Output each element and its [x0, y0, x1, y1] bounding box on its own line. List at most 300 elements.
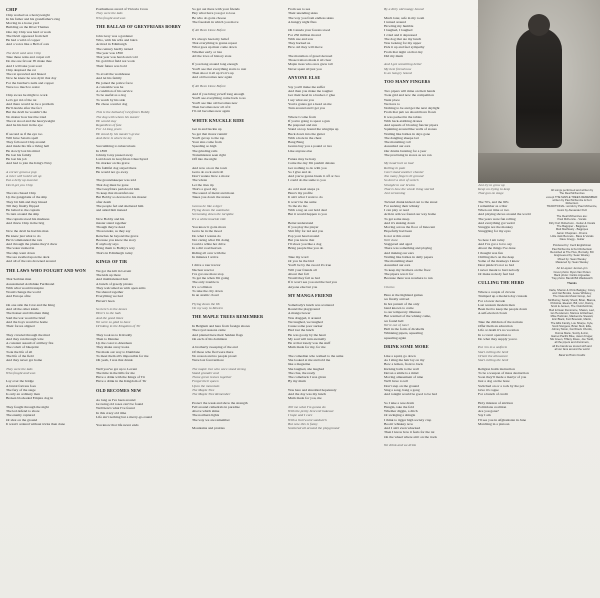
song-title: THE BALLAD OF GREYFRIARS BOBBY	[96, 24, 182, 29]
lyric-line: Above which shine	[192, 409, 220, 414]
lyric-line: So don't a shot of scotch	[384, 178, 419, 183]
lyric-line: Retaches he beyond the grave	[96, 233, 139, 238]
lyric-line: My best friend now	[384, 66, 412, 71]
lyric-line: The sound of metal and moan	[192, 191, 235, 196]
lyric-line: In a dirt road heaven	[192, 246, 222, 251]
lyric-line: Much later, safe in my room	[384, 15, 425, 20]
lyric-line: Squinting around like walls of stones	[384, 127, 437, 132]
lyric-line: Well here's what I've found	[96, 406, 135, 411]
lyric-line: The Maple Tree	[192, 387, 215, 392]
lyric-line: You'll get up to the top	[192, 135, 225, 140]
lyric-line: John Gray was a gardener	[96, 33, 133, 38]
lyric-line: Went place	[384, 97, 400, 102]
lyric-line: And you're gonna break it off or two	[288, 174, 340, 179]
lyric-line: Broken blockaded Empire dog in	[6, 396, 54, 401]
credits-column	[546, 186, 598, 596]
lyric-line: Pop your head around	[288, 233, 320, 238]
lyric-line: Those green leaves together	[192, 375, 232, 380]
lyric-line: Your sins come from	[192, 140, 222, 145]
credits-footer: Band & Photo Credits	[558, 354, 586, 358]
lyric-line: So here I am today	[478, 237, 505, 242]
lyric-line: With a liverwurst sandwich	[288, 417, 327, 422]
lyric-line: I can play or read	[384, 208, 409, 213]
lyric-line: Off into the night	[192, 157, 217, 162]
lyric-line: With a hole in the chest	[288, 135, 322, 140]
lyric-line: I hope and I care	[288, 413, 313, 418]
lyric-line: Up the coast to Aberdeen	[96, 341, 132, 346]
lyric-line: On the wheel where ain't on the track	[384, 434, 437, 439]
lyric-line: But warmed of the whisky came,	[384, 314, 431, 319]
lyric-line: Be who do gotta choose	[192, 15, 227, 20]
lyric-line: They bit him and they hissed	[6, 199, 48, 204]
lyric-line: It wasn't ordered without tricks then done	[6, 421, 65, 426]
lyric-line: Struggle not the monkey	[478, 225, 513, 230]
lyric-line: But the devil he wouldn't die	[6, 110, 47, 115]
lyric-line: And there is where he lay	[96, 135, 132, 140]
lyric-line: With the pretty broccoli bakeout	[288, 409, 334, 414]
lyric-line: Arm in arm we found our way home	[384, 212, 436, 217]
lyric-line: But you know that	[288, 237, 315, 242]
lyric-line: I drive a tour tractor	[192, 263, 221, 268]
lyric-line: On my way to Mexico	[192, 305, 223, 310]
lyric-line: Bring them to Bobby's way	[96, 246, 135, 251]
lyric-line: And all of the rats drowned around	[6, 259, 56, 264]
lyric-line: Did my mum	[384, 53, 403, 58]
lyric-line: And squeals of blowing fancier pipers	[384, 123, 439, 128]
lyric-line: And all the other kinds	[6, 307, 39, 312]
lyric-line: If All Been Done Before	[192, 83, 226, 88]
lyric-line: He knew just what to do	[6, 233, 41, 238]
lyric-line: Was dragged, it around	[288, 315, 321, 320]
lyric-line: Their forces aligned	[6, 324, 35, 329]
lyric-line: A hungry night flies	[288, 19, 317, 24]
lyric-line: In minutes I arrive	[192, 254, 219, 259]
lyric-line: Do what they supply you to	[478, 336, 518, 341]
lyric-line: He chose a terrier dog	[96, 101, 128, 106]
lyric-line: A brotherly sweeping of the end	[192, 345, 238, 350]
lyric-line: To take the city down	[192, 288, 223, 293]
lyric-line: Anyone else but you	[288, 284, 318, 289]
lyric-line: And they ran through wire	[6, 336, 44, 341]
lyric-line: It's a white knuckle ride	[192, 216, 226, 221]
lyric-line: Maple trees who once grew tall	[288, 62, 333, 67]
lyric-line: Religion holds instruction	[478, 366, 515, 371]
lyric-line: Will your friends all	[288, 267, 317, 272]
lyric-line: To keep my brothers on the floor	[384, 267, 431, 272]
lyric-line: For the butcher's nails and copper	[6, 80, 54, 85]
lyric-line: He would stay	[96, 118, 117, 123]
lyric-line: I thought was fun	[478, 250, 503, 255]
lyric-line: Hopefully had been	[384, 229, 412, 234]
lyric-line: Mountains and prairies	[192, 426, 225, 431]
lyric-line: Laid down in Greyfriars Churchyard	[96, 157, 149, 162]
lyric-line: Let the tires rip	[192, 182, 214, 187]
lyric-line: We laughed, we laughed	[288, 319, 323, 324]
song-title: CHIP	[6, 7, 18, 12]
lyric-line: Where a couple of clowns	[478, 290, 516, 295]
lyric-line: And let his family	[96, 76, 122, 81]
lyric-line: The Kaiser and Ottoman thing	[6, 311, 50, 316]
lyric-line: band known to come	[384, 305, 414, 310]
lyric-line: Kicking balls to the wall	[384, 366, 419, 371]
lyric-line: The Devil appeared from hell	[6, 33, 48, 38]
lyric-line: Devon a smile is a mind	[384, 370, 419, 375]
lyric-line: Can't stand another chanter	[384, 169, 424, 174]
lyric-line: The Maple Tree Remember	[192, 392, 231, 397]
lyric-line: In a covert operation to	[478, 332, 512, 337]
lyric-line: The captain stood his madness	[6, 216, 50, 221]
song-title: DRINK SOME MORE	[384, 344, 429, 350]
lyric-line: And through the planks they'd chew	[6, 242, 58, 247]
lyric-line: Start culling the herd	[478, 349, 509, 354]
lyric-line: He lost his family	[6, 152, 32, 157]
lyric-line: Come the day I'm pushin' daisies	[288, 161, 335, 166]
lyric-line: We were so glad to have	[96, 319, 131, 324]
lyric-line: Their future was bold	[96, 63, 127, 68]
lyric-line: Forget their queen	[192, 379, 219, 384]
lyric-line: Then shoot it all up it's it's up	[192, 70, 234, 75]
lyric-line: Will have Satan's spell	[6, 135, 39, 140]
lyric-line: Nothing to be and get the next daylight	[384, 106, 440, 111]
song-title: TOO MANY FINGERS	[384, 79, 431, 85]
lyric-line: In Belgium and here from foreign shores	[192, 324, 250, 329]
lyric-line: Shit fifty for lad and you	[288, 229, 324, 234]
lyric-line: I remember as a blur	[478, 203, 508, 208]
lyric-line: Would they fail as bad	[288, 276, 320, 281]
lyric-line: If it won't see you and the bad you	[288, 280, 337, 285]
lyric-line: On one side the Czar and the King	[6, 302, 55, 307]
credits-block: Carla, Sharon & Chris Badgley, Corey and Cat Brooks, Jesse Whiteley, The Ostendo Music Group, Jen McMurray, Sandy Sheid, Brian, Blanca, Christina, Eleanor, Bill, Linz, Danny, Scott & Jensen, The Ostrobotzinis, Bud & Dean Dunsmore, Shawn, Lavi, Ian Henderson, Marcus & Rachael, Mike Hartman, Mackenzie Stewart, Eric Black, Kurt Bravado, Martin, The Ellis Family, Lou Sharpe, Kyle, Scott Sturgess, Brian Stutt, Ellie, Johnny Moon, Fat Wreck Chords, Donna Marie, Scotty & Ann, Garnet Pacific Blue, Jason Kruger, Nik Green, Tiffany Rowe, Joe Tooth, all the pipers and drummers, all the bands we toured with and all our fans around the world	[548, 288, 596, 352]
lyric-line: A condition of his service	[96, 89, 133, 94]
lyric-line: It's always been my belief	[192, 36, 229, 41]
lyric-line: Moving in a horse yard	[6, 21, 40, 26]
lyric-line: That's a good day	[192, 186, 217, 191]
lyric-line: Gotta be in the mood	[192, 229, 222, 234]
lyric-line: Here at the highland games	[384, 293, 423, 298]
lyric-line: Drinking in the Kingdom of Tir	[96, 324, 141, 329]
lyric-line: His faithful dog stayed there	[96, 165, 137, 170]
lyric-line: But now this is funny	[288, 421, 318, 426]
lyric-line: I say what are you	[288, 97, 315, 102]
lyric-line: The freedom in which you move	[192, 19, 239, 24]
lyric-line: With back-stabbing drones	[384, 118, 423, 123]
lyric-line: Orient the allowance	[478, 353, 508, 358]
lyric-line: Keep on trying to keep	[478, 186, 511, 191]
lyric-line: like a magazine	[288, 362, 311, 367]
lyric-line: Takes you down the stones	[192, 195, 231, 200]
lyric-line: To keep that mournful one	[96, 191, 134, 196]
lyric-line: You'll see that everything starts to rust	[192, 66, 247, 71]
lyric-line: To get some sleep	[384, 216, 410, 221]
lyric-line: They took us to Kilcaddy	[96, 332, 133, 337]
lyric-line: And I will take your soul	[6, 63, 42, 68]
lyric-line: The marathon of greed decreed	[288, 53, 333, 58]
song-title: MY MANGA FRIEND	[288, 293, 333, 299]
lyric-line: Because you know the story	[96, 237, 136, 242]
lyric-line: In an atomic cloud	[192, 293, 219, 298]
lyric-line: to our temporary illnesses	[384, 310, 421, 315]
lyric-line: You know it gotta move	[192, 225, 227, 230]
lyric-line: Riding all over with the	[192, 250, 226, 255]
lyric-line: And Europe afire	[6, 294, 31, 299]
lyric-line: He stood by his master's grave	[96, 131, 140, 136]
lyric-line: We shared together	[96, 290, 124, 295]
lyric-line: We're out of tune!	[384, 322, 410, 327]
lyric-line: Here's my profile	[288, 191, 313, 196]
lyric-line: That gun on stage	[478, 191, 504, 196]
lyric-line: So I give and do	[288, 169, 312, 174]
lyric-line: And old becomes new again	[192, 75, 233, 79]
lyric-line: Howling my humble	[384, 24, 414, 28]
lyric-line: That dog must be gone	[96, 182, 129, 187]
lyric-line: Because there was nowhere to run	[384, 276, 433, 281]
lyric-line: And then you make me tougher	[288, 89, 333, 94]
lyric-line: He at that lonely was the stuff	[288, 341, 331, 346]
lyric-line: As I sling me hair lay on my	[384, 358, 425, 363]
lyric-line: Arrived in Edinburgh	[96, 42, 127, 47]
lyric-line: Johnny Gray passed away	[96, 152, 133, 157]
lyric-line: Holy mission of attrition	[478, 400, 513, 405]
lyric-line: Hey what have you got to lose	[192, 11, 236, 16]
lyric-line: we found hell	[384, 318, 404, 323]
lyric-line: The people fed and sheltered him	[96, 203, 144, 208]
lyric-line: As long as I've been around	[96, 397, 136, 402]
lyric-line: On each of his dominion	[192, 336, 228, 341]
lyric-line: Twisted drunk kicked out to the street	[384, 199, 438, 204]
lyric-line: Now the devil he had his man	[6, 229, 49, 234]
lyric-line: Give it's rogue	[478, 387, 499, 392]
lyric-line: A constant assault of artillery fire	[6, 341, 54, 346]
lyric-line: And a voice like a Bell of oats	[6, 42, 50, 47]
lyric-line: From sea to sea	[288, 7, 311, 11]
lyric-line: That is how the whole thing started	[384, 186, 435, 191]
lyric-line: Said the war would be brief	[6, 315, 46, 320]
lyric-line: That everything is gonna repeat	[192, 41, 237, 45]
lyric-line: A constable was he	[96, 84, 124, 89]
lyric-line: No matter how hard he tried	[6, 114, 47, 119]
lyric-line: And playing shows around the world	[478, 212, 531, 217]
lyric-line: It's a collision	[192, 284, 212, 289]
lyric-line: Flying down the 66	[192, 301, 220, 306]
lyric-line: Got their head in a bucket o' glue	[288, 93, 336, 98]
lyric-line: A corner groan a pup	[6, 169, 37, 174]
lyric-line: You know that life never ends	[96, 423, 139, 428]
lyric-line: Just a dog on the bone	[478, 379, 510, 384]
lyric-line: I cried and it depressed	[384, 32, 417, 37]
lyric-line: So get out there with your friends	[192, 7, 240, 11]
lyric-line: Assassinated Archduke Ferdinand	[6, 281, 55, 286]
lyric-line: Who, with his wife and bairn	[96, 38, 138, 43]
band-photo	[478, 0, 600, 183]
lyric-line: Somebody's lunch was scattered	[288, 302, 334, 307]
lyric-line: Say you'll make me suffer	[288, 84, 326, 89]
lyric-line: Or you be the bird	[288, 259, 315, 264]
lyric-line: It was packed in the tables	[384, 114, 422, 119]
lyric-line: In 1858	[96, 148, 107, 153]
lyric-line: If you hang around long enough	[192, 62, 238, 67]
lyric-line: Get in and buckle up	[192, 127, 222, 132]
lyric-line: Of those who fled were there	[192, 349, 234, 354]
lyric-line: And the day was my lunch	[288, 392, 326, 397]
lyric-line: Start culling the herd	[478, 358, 509, 363]
lyric-line: If anybody says	[96, 242, 119, 247]
lyric-line: Scattered all around the playground	[288, 426, 340, 431]
lyric-line: If you play the player	[288, 225, 319, 230]
lyric-line: Gotta do rock and roll	[192, 169, 224, 174]
lyric-line: Cause some poor sucker	[288, 324, 323, 329]
lyric-line: They fought through the night	[6, 404, 49, 409]
lyric-line: Bow a lemon, front to back	[384, 362, 423, 367]
lyric-line: Is not at this event	[384, 233, 411, 238]
lyric-line: Took the life of all	[6, 349, 33, 354]
lyric-line: I'll old becomes new again	[192, 109, 230, 113]
lyric-line: From that night on that day	[384, 49, 423, 54]
lyric-line: Growing old roses can't be found	[96, 402, 144, 407]
lyric-line: For sucking their whisky	[384, 203, 420, 208]
lyric-line: From that pub we should have flown	[384, 110, 437, 115]
lyric-line: Here's to the lads	[96, 311, 121, 316]
lyrics-column-1	[6, 7, 86, 597]
credits-block: The Real McKenzies are: Paul McKenzie - Vocals Dirty Kurt Robertson - Guitar & Vocals The Bagpiper - Bagpipes Matt MacNasty - Bagpipes Aaron Chapman - Drums Little Jack Bennets - Bass & Vocals Dave Gregg - Guitar	[548, 215, 596, 242]
lyric-line: Have a drink with the Kings of Tir	[96, 375, 145, 380]
lyric-line: The northern lights	[192, 413, 220, 418]
lyric-line: And threw Chip in the brig	[6, 220, 45, 225]
lyric-line: The 70's, and the 90's	[478, 199, 509, 204]
lyric-line: The water rushed in	[6, 246, 35, 251]
lyric-line: Gonna buy you a pound or two	[288, 144, 333, 149]
lyric-line: The grinding rails	[192, 148, 218, 153]
lyric-line: Till they finally flipped	[6, 203, 40, 208]
lyric-line: Lay over the bridge	[6, 379, 34, 384]
lyric-line: Then I know how it feels for the rat	[384, 430, 435, 435]
lyric-line: Been lied to keep the people down	[478, 307, 528, 312]
lyric-line: And I ain't even whacked	[384, 426, 421, 431]
lyric-line: Turn around and I get you	[288, 106, 326, 111]
lyric-line: Buck down into the gutter	[288, 131, 326, 136]
lyric-line: They welcomed us with open arms	[96, 285, 146, 290]
lyric-line: To the slo mo	[288, 203, 308, 208]
lyric-line: Life ain't nothing but a merry-go-round	[96, 414, 152, 419]
lyric-line: To meet them all's impossible for me	[96, 353, 149, 358]
lyric-line: Gonna be like a tiger	[192, 203, 223, 208]
lyric-line: Too many fingers lit ground	[384, 174, 424, 179]
lyric-line: Some of the monkeys I knew	[478, 259, 520, 264]
lyric-line: Or swinging a shingle	[384, 413, 416, 418]
photo-figure	[516, 28, 562, 148]
lyric-line: And everything got weird	[478, 220, 515, 225]
lyric-line: Well done	[384, 237, 398, 242]
lyric-line: squealing again	[384, 335, 407, 340]
lyric-line: And making our ears	[384, 250, 414, 255]
lyric-line: Nuclear reactor	[192, 267, 214, 272]
lyric-line: Dear pinde it's not so bad	[478, 263, 515, 268]
lyric-line: She laughed, she laughed	[288, 366, 325, 371]
lyric-line: Is an hungry hound	[384, 70, 412, 75]
lyric-line: To get me when I'm going	[192, 276, 230, 281]
lyric-line: And it's sinking down	[384, 220, 416, 225]
lyric-line: He would not go away	[96, 169, 129, 174]
photo-ground	[478, 153, 600, 183]
lyric-line: Future may be hazy	[288, 157, 317, 162]
lyric-line: Our drums bursting for a year	[384, 148, 427, 153]
lyric-line: He lost his job	[6, 157, 27, 162]
lyric-line: By a dirty old mangy hound	[384, 7, 424, 11]
credits-block: Art & Layout: Jenna Lynn Cover photo: Ryan Van Putten Back photo: Carlos Arguedas Tray photo: Bandit Bill Wadsworth	[551, 267, 593, 281]
lyric-line: There was something and playing	[384, 246, 432, 251]
lyric-line: For a lower decade	[478, 298, 506, 303]
lyric-line: Don't step on the ground	[384, 383, 419, 388]
lyric-line: and aided him instead	[96, 208, 128, 213]
lyric-line: Take my word	[288, 254, 309, 259]
lyric-line: Trumped up a modern day crusade	[478, 294, 528, 299]
lyric-line: To be a weapon of mass destruction	[478, 370, 529, 375]
lyric-line: Offer them an education	[478, 324, 513, 329]
lyric-line: Flying down the autobahn	[192, 208, 230, 213]
lyric-line: Like anyone else	[288, 148, 313, 153]
lyric-line: Took grid and now the competition	[384, 93, 434, 98]
lyric-line: A ruler will hold it all up	[6, 174, 42, 179]
lyric-line: Oh Canada your forests stood	[288, 28, 331, 33]
lyric-line: The kids up there	[96, 273, 121, 278]
lyric-line: Were lost forevermore	[192, 358, 224, 363]
lyric-line: Just screaming	[384, 191, 406, 196]
lyric-line: Moving across the floor of Innocent	[384, 225, 436, 230]
lyric-line: In hot pursuit of the only	[384, 301, 420, 306]
lyric-line: Now he knew he was dyin' that day	[6, 76, 57, 81]
lyric-line: The ship went down	[6, 250, 35, 255]
lyric-line: I'll see you in Afghanistan in June	[478, 417, 527, 422]
lyric-line: If second as if the eye too	[6, 131, 43, 136]
lyric-line: No marker on his grave	[96, 161, 130, 166]
lyric-line: She looked at me and told me	[288, 358, 331, 363]
lyric-line: Now Bobby and his	[96, 216, 125, 221]
song-title: THE MAPLE TREES REMEMBER	[192, 314, 264, 320]
lyric-line: We drink and we drink	[384, 443, 416, 448]
lyric-line: Sing a song, bang a gong	[384, 387, 420, 392]
lyric-line: Put 'em in a uniform	[478, 345, 508, 350]
lyric-line: And had to join the King's Navy	[6, 161, 52, 166]
song-title: OLD BECOMES NEW	[96, 387, 142, 393]
lyric-line: A bunch of greedy pirates	[96, 281, 133, 286]
lyric-line: Got nothing to do with you	[288, 165, 327, 170]
lyric-line: Mum made for my, for me	[288, 345, 326, 350]
lyric-line: And there would no be a problem	[6, 101, 54, 106]
lyric-line: Stand grander and	[192, 370, 219, 375]
lyric-line: The clue, the ready	[288, 370, 316, 375]
lyric-line: Whisking pipers, squealing	[384, 331, 423, 336]
lyric-line: Speeding so high	[192, 144, 217, 149]
lyric-line: The devil said unto Chip	[6, 50, 41, 55]
lyric-line: Marching in a platoon	[478, 421, 510, 426]
lyric-line: Do me one favour I'll make thee	[6, 59, 52, 64]
lyric-line: He had a wild of copper	[6, 38, 41, 43]
lyric-line: Chip swore he might to work	[6, 93, 48, 98]
lyric-line: And the good times	[96, 315, 124, 320]
lyric-line: Bring people like you do	[288, 246, 324, 251]
lyric-line: They were the lads	[6, 366, 33, 371]
lyric-line: Was looking for my upper	[384, 41, 422, 45]
lyric-line: They shake away looks	[96, 345, 130, 350]
lyric-line: The sea swelled upon the deck	[6, 254, 50, 259]
lyric-line: For 250 million moved	[288, 32, 321, 37]
lyric-line: You'll see everything come back to us	[192, 96, 246, 101]
song-title: ANYONE ELSE	[288, 75, 321, 80]
lyrics-column-4	[288, 7, 364, 597]
lyric-line: What goes up must come down	[192, 45, 237, 50]
lyric-line: Struggling for my eyes	[478, 229, 511, 234]
lyric-line: The life of the field	[6, 353, 34, 358]
lyric-line: The rat stood and the heavyweight	[6, 118, 55, 123]
